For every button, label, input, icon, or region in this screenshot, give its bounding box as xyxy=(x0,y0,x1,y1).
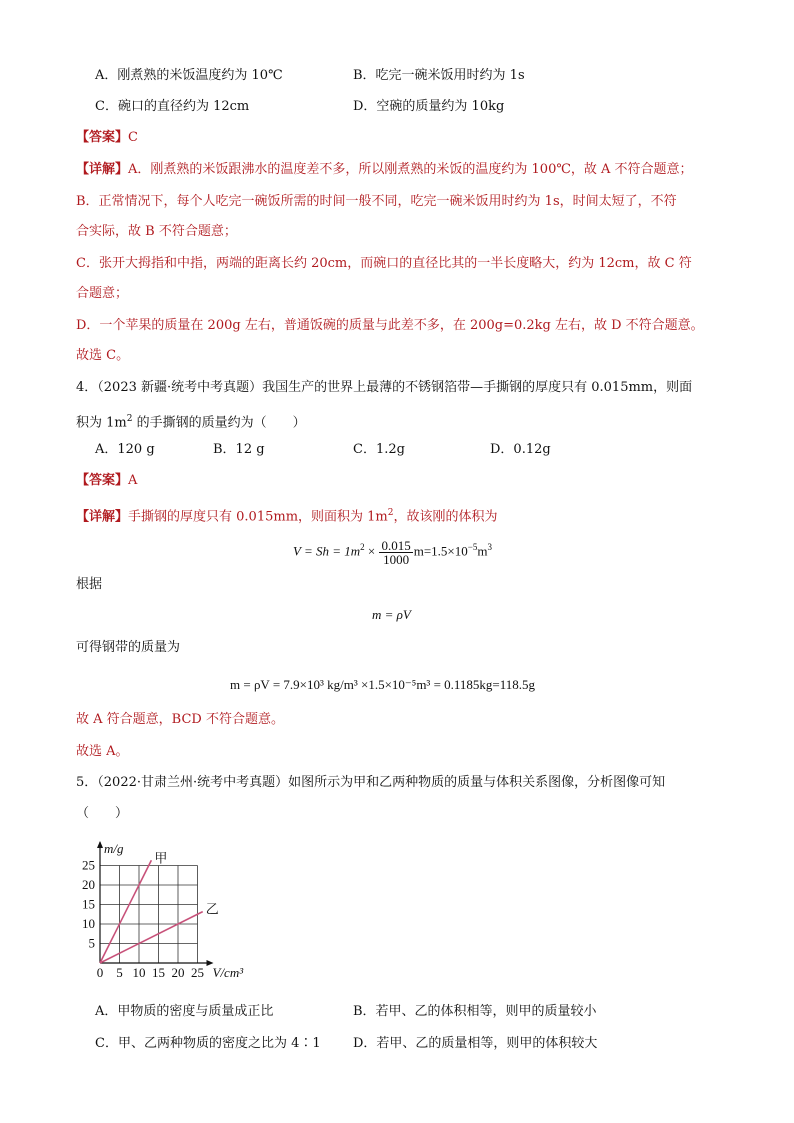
y-tick-label: 10 xyxy=(82,916,95,931)
q3-option-d: D．空碗的质量约为 10kg xyxy=(353,99,505,114)
equation-mass: m = ρV = 7.9×10³ kg/m³ ×1.5×10⁻⁵m³ = 0.1185kg=118.5g xyxy=(230,677,536,692)
answer-value: A xyxy=(128,473,138,488)
q5-stem-line-1: 5．（2022·甘肃兰州·统考中考真题）如图所示为甲和乙两种物质的质量与体积关系图像，分析图像可知 xyxy=(76,775,666,790)
q4-stem-line-1: 4．（2023 新疆·统考中考真题）我国生产的世界上最薄的不锈钢箔带—手撕钢的厚度只有 0.015mm，则面 xyxy=(76,380,693,395)
q4-option-b: B．12 g xyxy=(213,442,265,457)
series-label-yi: 乙 xyxy=(205,901,219,917)
q4-detail-line-1 xyxy=(76,503,498,527)
x-tick-label: 25 xyxy=(191,965,204,980)
q3-option-a: A．刚煮熟的米饭温度约为 10℃ xyxy=(95,68,283,83)
eq-fraction xyxy=(379,539,412,566)
y-tick-label: 5 xyxy=(88,935,95,951)
x-tick-label: 0 xyxy=(96,965,104,980)
eq-volume-left: V = Sh = 1m xyxy=(293,543,361,559)
answer-tag: 【答案】 xyxy=(76,130,129,145)
eq-fraction-numerator: 0.015 xyxy=(381,537,411,553)
q3-detail-line-1 xyxy=(76,160,693,180)
eq-volume-unit: m xyxy=(477,543,488,559)
q4-option-a: A．120 g xyxy=(95,442,155,457)
q4-mass-intro: 可得钢带的质量为 xyxy=(76,640,181,655)
eq-volume-right: m=1.5×10 xyxy=(413,543,468,559)
detail-text: 手撕钢的厚度只有 0.015mm，则面积为 1m xyxy=(128,509,388,525)
y-tick-label: 15 xyxy=(82,896,95,912)
q4-answer xyxy=(76,471,137,491)
q3-detail-line-2: B．正常情况下，每个人吃完一碗饭所需的时间一般不同，吃完一碗米饭用时约为 1s，时间太短了，不符 xyxy=(76,194,677,209)
mass-volume-chart xyxy=(70,838,270,988)
detail-text: A．刚煮熟的米饭跟沸水的温度差不多，所以刚煮熟的米饭的温度约为 100℃，故 A 不符合题意； xyxy=(128,162,693,177)
q3-detail-line-3: 合实际，故 B 不符合题意； xyxy=(76,224,237,239)
x-tick-label: 20 xyxy=(171,965,185,980)
eq-volume-exp: −5 xyxy=(467,542,478,552)
eq-fraction-denominator: 1000 xyxy=(383,551,410,567)
q5-option-d: D．若甲、乙的质量相等，则甲的体积较大 xyxy=(353,1036,598,1051)
q4-stem-text-end: 的手撕钢的质量约为（ ） xyxy=(132,415,306,431)
answer-value: C xyxy=(128,130,138,145)
series-label-jia: 甲 xyxy=(154,850,168,866)
q4-stem-text: 积为 1m xyxy=(76,415,127,431)
x-axis-label: V/cm³ xyxy=(212,965,244,980)
q5-option-b: B．若甲、乙的体积相等，则甲的质量较小 xyxy=(353,1004,597,1019)
q4-option-c: C．1.2g xyxy=(353,442,405,457)
detail-text-end: ，故该刚的体积为 xyxy=(393,509,498,525)
q5-stem-line-2: （ ） xyxy=(76,806,129,821)
q3-detail-line-4: C．张开大拇指和中指，两端的距离长约 20cm，而碗口的直径比其的一半长度略大，约为 12cm，故 C 符 xyxy=(76,256,692,271)
eq-density: m = ρV xyxy=(372,607,411,622)
q4-stem-line-2 xyxy=(76,409,306,433)
equation-density xyxy=(372,605,411,625)
q3-option-b: B．吃完一碗米饭用时约为 1s xyxy=(353,68,525,83)
q3-detail-line-6: D．一个苹果的质量在 200g 左右，普通饭碗的质量与此差不多，在 200g=0.2kg 左右，故 D 不符合题意。 xyxy=(76,318,704,333)
q4-option-d: D．0.12g xyxy=(490,442,551,457)
q4-conclusion: 故选 A。 xyxy=(76,744,129,759)
series-line-yi xyxy=(100,912,203,963)
y-tick-label: 20 xyxy=(82,877,95,892)
series-line-jia xyxy=(100,860,151,963)
eq-volume-unit-sup: 3 xyxy=(487,542,492,552)
detail-tag: 【详解】 xyxy=(76,162,129,177)
q3-conclusion: 故选 C。 xyxy=(76,348,130,363)
q5-option-c: C．甲、乙两种物质的密度之比为 4∶1 xyxy=(95,1036,321,1051)
detail-tag: 【详解】 xyxy=(76,509,129,525)
x-tick-label: 10 xyxy=(132,965,146,980)
y-axis-arrow xyxy=(97,841,103,848)
q4-stem-sup: 2 xyxy=(126,414,133,424)
q3-answer xyxy=(76,128,138,148)
y-tick-label: 25 xyxy=(82,857,95,873)
q3-option-c: C．碗口的直径约为 12cm xyxy=(95,99,250,114)
equation-volume xyxy=(293,532,492,566)
chart-series xyxy=(100,860,203,963)
q3-detail-line-5: 合题意； xyxy=(76,286,129,301)
chart-grid xyxy=(100,866,198,964)
answer-tag: 【答案】 xyxy=(76,473,129,488)
detail-sup: 2 xyxy=(387,508,394,518)
q5-option-a: A．甲物质的密度与质量成正比 xyxy=(95,1004,274,1019)
x-tick-label: 15 xyxy=(152,965,165,980)
eq-times: × xyxy=(364,543,379,559)
x-tick-label: 5 xyxy=(116,965,123,980)
q4-result: 故 A 符合题意，BCD 不符合题意。 xyxy=(76,712,284,727)
q4-according: 根据 xyxy=(76,577,103,592)
eq-volume-sup: 2 xyxy=(360,542,365,552)
y-axis-label: m/g xyxy=(104,841,124,856)
